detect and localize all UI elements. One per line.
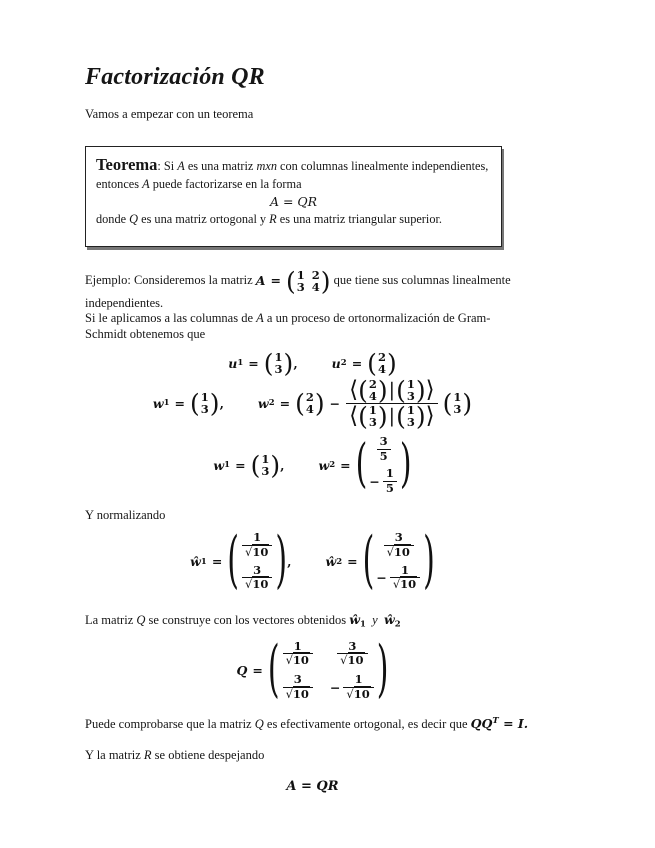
subscript: 1 — [237, 358, 244, 369]
math-var-u: u — [228, 355, 238, 371]
math-var-w-hat: ŵ — [325, 554, 337, 570]
vector-entry — [376, 435, 392, 464]
radicand: 10 — [347, 653, 364, 668]
right-paren: ) — [376, 633, 389, 706]
body-text: se obtiene despejando — [151, 747, 265, 762]
fraction-denominator — [346, 403, 437, 429]
r-despejando-text — [85, 748, 570, 763]
vector-entry: 1 — [406, 402, 415, 417]
comma: , — [287, 554, 292, 570]
body-text: La matriz — [85, 613, 137, 628]
math-var-Q: Q — [236, 663, 248, 679]
left-paren: ( — [285, 266, 296, 296]
body-text: Y la matriz — [85, 747, 144, 762]
vector-entry: 3 — [406, 415, 415, 430]
math-var-w-hat: ŵ — [383, 612, 395, 628]
radicand: 10 — [353, 687, 370, 702]
math-var-Q: Q — [136, 613, 146, 628]
vector-entry: 3 — [261, 464, 270, 479]
radicand: 10 — [292, 653, 309, 668]
math-var-mxn: mxn — [256, 159, 277, 173]
example-paragraph — [85, 266, 570, 342]
vector-entry: 1 — [200, 389, 209, 404]
q-construction-text — [85, 612, 570, 630]
equation-gram-schmidt — [85, 375, 540, 431]
fraction-denominator — [242, 577, 272, 592]
theorem-text: es una matriz triangular superior. — [276, 211, 442, 226]
right-paren: ) — [275, 524, 288, 597]
fraction-numerator: 3 — [253, 562, 262, 577]
equals-sign: = — [252, 663, 263, 679]
theorem-body — [96, 153, 491, 193]
radicand: 10 — [400, 577, 417, 592]
example-text: Ejemplo: Consideremos la matriz — [85, 273, 256, 288]
fraction-numerator: 3 — [394, 529, 403, 544]
left-paren: ( — [263, 348, 274, 378]
math-var-R: R — [269, 211, 277, 226]
matrix-entry: 2 — [311, 267, 320, 282]
left-paren: ( — [295, 388, 305, 418]
right-paren: ) — [270, 450, 281, 480]
radical-sign: √ — [285, 687, 293, 702]
left-angle-bracket: ⟨ — [349, 402, 359, 429]
fraction-denominator: 5 — [383, 481, 397, 496]
equation-u-vectors — [85, 348, 540, 378]
vector-entry: 4 — [368, 389, 377, 404]
equation-q-matrix — [85, 633, 540, 706]
math-var-u: u — [331, 355, 341, 371]
equals-sign: = — [340, 457, 351, 473]
left-paren: ( — [190, 388, 200, 418]
example-line-2: independientes. — [85, 296, 164, 310]
theorem-text: : Si — [157, 159, 178, 173]
left-paren: ( — [358, 401, 368, 431]
math-var-w: w — [318, 457, 330, 473]
right-angle-bracket: ⟩ — [425, 402, 435, 429]
column-vector — [358, 375, 388, 405]
left-paren: ( — [227, 524, 240, 597]
vertical-bar: | — [388, 404, 396, 427]
example-line-1 — [85, 266, 570, 296]
intro-text: Vamos a empezar con un teorema — [85, 107, 254, 121]
subscript: 1 — [224, 460, 231, 471]
page-title: Factorización QR — [85, 64, 265, 90]
math-var-w: w — [257, 395, 269, 411]
right-paren: ) — [386, 348, 397, 378]
radical-sign: √ — [245, 544, 253, 559]
matrix-q — [267, 633, 389, 706]
example-line-4: Schmidt obtenemos que — [85, 326, 206, 341]
right-paren: ) — [314, 388, 325, 418]
vector-entry: 2 — [368, 376, 377, 391]
right-paren: ) — [415, 375, 426, 405]
right-paren: ) — [462, 388, 473, 418]
matrix-entry — [330, 673, 375, 702]
theorem-text: donde — [96, 211, 130, 226]
subscript: 2 — [336, 556, 343, 567]
normalize-text: Y normalizando — [85, 507, 166, 522]
left-paren: ( — [396, 375, 406, 405]
minus-sign: − — [329, 395, 341, 411]
theorem-text: puede factorizarse en la forma — [149, 177, 302, 192]
fraction-denominator — [242, 545, 272, 560]
math-var-A: A — [256, 311, 264, 326]
vector-entry — [383, 531, 415, 560]
matrix-entry: 3 — [296, 280, 305, 294]
fraction-numerator: 3 — [293, 672, 302, 687]
body-text: se construye con los vectores obtenidos — [145, 613, 350, 628]
column-vector — [358, 401, 388, 431]
column-vector — [295, 388, 325, 418]
right-paren: ) — [283, 348, 294, 378]
vector-entry: 1 — [261, 451, 270, 466]
radicand: 10 — [292, 687, 309, 702]
fraction-denominator — [343, 687, 373, 702]
matrix-entry: 4 — [311, 280, 320, 294]
math-var-A: A — [142, 177, 150, 192]
left-paren: ( — [358, 375, 368, 405]
vector-entry: 2 — [377, 349, 386, 364]
radicand: 10 — [252, 544, 269, 559]
fraction-numerator: 1 — [253, 529, 262, 544]
vector-entry — [241, 531, 273, 560]
left-paren: ( — [355, 433, 368, 496]
subscript: 1 — [200, 556, 207, 567]
equals-sign: = — [347, 554, 358, 570]
subscript: 2 — [340, 358, 347, 369]
theorem-formula: A = QR — [269, 194, 318, 210]
equals-sign: = — [351, 355, 363, 371]
subscript: 1 — [163, 398, 170, 409]
math-var-A: A — [177, 159, 185, 173]
equals-sign: = — [270, 273, 281, 289]
right-paren: ) — [399, 433, 412, 496]
vector-entry: 1 — [274, 349, 283, 364]
right-paren: ) — [320, 266, 331, 296]
left-paren: ( — [250, 450, 261, 480]
theorem-box — [85, 146, 502, 247]
superscript-T: T — [492, 715, 499, 726]
right-paren: ) — [209, 388, 220, 418]
example-text: a un proceso de ortonormalización de Gram- — [263, 311, 491, 326]
body-text: es efectivamente ortogonal, es decir que — [263, 716, 471, 731]
radical-sign: √ — [346, 687, 354, 702]
fraction-numerator: 1 — [400, 562, 409, 577]
fraction-denominator — [283, 653, 313, 668]
comma: , — [219, 395, 224, 411]
fraction-denominator — [390, 577, 420, 592]
right-angle-bracket: ⟩ — [425, 376, 435, 403]
theorem-text: es una matriz — [184, 159, 257, 173]
fraction-numerator: 1 — [293, 638, 302, 653]
vector-entry: 3 — [274, 362, 283, 377]
vector-entry: 4 — [377, 362, 386, 377]
vector-entry: 2 — [305, 389, 314, 404]
right-paren: ) — [377, 375, 388, 405]
vector-entry: 1 — [368, 402, 377, 417]
vector-entry: 3 — [406, 389, 415, 404]
equals-sign: = — [235, 457, 246, 473]
theorem-text: con columnas linealmente independientes, entonces — [96, 159, 492, 192]
math-var-w: w — [213, 457, 225, 473]
math-var-Q: Q — [254, 716, 264, 731]
math-var-QQ: QQ — [470, 715, 493, 731]
left-paren: ( — [362, 524, 375, 597]
vector-entry: 4 — [305, 402, 314, 417]
subscript: 2 — [268, 398, 275, 409]
right-paren: ) — [423, 524, 435, 597]
column-vector — [356, 435, 412, 496]
fraction-numerator: 3 — [379, 433, 388, 448]
math-var-w: w — [152, 395, 164, 411]
equals-sign: = — [279, 395, 291, 411]
radical-sign: √ — [285, 653, 293, 668]
column-vector — [396, 375, 426, 405]
left-paren: ( — [267, 633, 280, 706]
right-paren: ) — [377, 401, 388, 431]
column-vector — [227, 524, 288, 597]
subscript: 2 — [394, 619, 401, 630]
left-paren: ( — [396, 401, 406, 431]
math-var-y: y — [365, 613, 384, 628]
vector-entry: 3 — [368, 415, 377, 430]
vector-entry — [241, 564, 273, 593]
matrix-a — [285, 266, 331, 296]
vector-entry — [376, 564, 421, 593]
comma: , — [293, 355, 298, 371]
equals-sign: = — [211, 554, 223, 570]
column-vector — [362, 524, 435, 597]
radical-sign: √ — [386, 544, 394, 559]
math-var-R: R — [143, 747, 152, 762]
minus-sign: − — [329, 680, 341, 696]
equation-normalized — [85, 524, 540, 597]
math-var-I: I. — [517, 715, 529, 731]
vector-entry: 1 — [453, 389, 462, 404]
radical-sign: √ — [392, 577, 401, 592]
vector-entry — [369, 467, 398, 496]
theorem-footer — [96, 211, 491, 228]
math-var-Q: Q — [129, 211, 139, 226]
left-paren: ( — [367, 348, 377, 378]
equals-sign: = — [174, 395, 186, 411]
comma: , — [280, 457, 285, 473]
equals-sign: = — [248, 355, 259, 371]
body-text: Puede comprobarse que la matriz — [85, 716, 255, 731]
fraction-numerator: 1 — [354, 672, 363, 687]
matrix-entry — [282, 673, 314, 702]
vertical-bar: | — [388, 378, 396, 401]
subscript: 1 — [359, 619, 366, 630]
fraction-numerator: 1 — [385, 466, 394, 481]
vector-entry: 3 — [453, 402, 462, 417]
radical-sign: √ — [245, 577, 253, 592]
minus-sign: − — [369, 474, 380, 490]
orthogonality-text — [85, 716, 570, 732]
fraction-numerator: 3 — [348, 638, 357, 653]
math-var-w-hat: ŵ — [349, 612, 360, 628]
equation-w-result — [85, 435, 540, 496]
radicand: 10 — [252, 577, 269, 592]
fraction-denominator — [384, 545, 414, 560]
left-paren: ( — [442, 388, 453, 418]
column-vector — [250, 450, 281, 480]
example-line-3 — [85, 311, 570, 326]
radical-sign: √ — [340, 653, 348, 668]
matrix-entry — [282, 640, 314, 669]
subscript: 2 — [329, 460, 336, 471]
radicand: 10 — [393, 544, 410, 559]
theorem-label: Teorema — [96, 155, 158, 174]
equals-sign: = — [498, 715, 518, 731]
right-paren: ) — [415, 401, 426, 431]
vector-entry: 1 — [406, 376, 415, 391]
matrix-entry: 1 — [296, 267, 305, 282]
minus-sign: − — [376, 570, 387, 586]
example-text: Si le aplicamos a las columnas de — [85, 311, 257, 326]
fraction-denominator — [337, 653, 367, 668]
final-formula — [85, 779, 540, 794]
column-vector — [367, 348, 397, 378]
column-vector — [263, 348, 294, 378]
left-angle-bracket: ⟨ — [349, 376, 359, 403]
inner-product-fraction — [346, 375, 437, 431]
column-vector — [442, 388, 473, 418]
example-text: que tiene sus columnas linealmente — [330, 273, 511, 288]
column-vector — [190, 388, 220, 418]
theorem-text: es una matriz ortogonal y — [138, 211, 270, 226]
formula-a-qr: A = QR — [286, 778, 339, 794]
matrix-entry — [336, 640, 368, 669]
math-var-w-hat: ŵ — [190, 554, 201, 570]
math-var-A: A — [255, 273, 266, 289]
fraction-denominator — [283, 687, 313, 702]
fraction-numerator — [346, 375, 437, 405]
fraction-denominator: 5 — [377, 449, 391, 464]
column-vector — [396, 401, 426, 431]
vector-entry: 3 — [200, 402, 209, 417]
